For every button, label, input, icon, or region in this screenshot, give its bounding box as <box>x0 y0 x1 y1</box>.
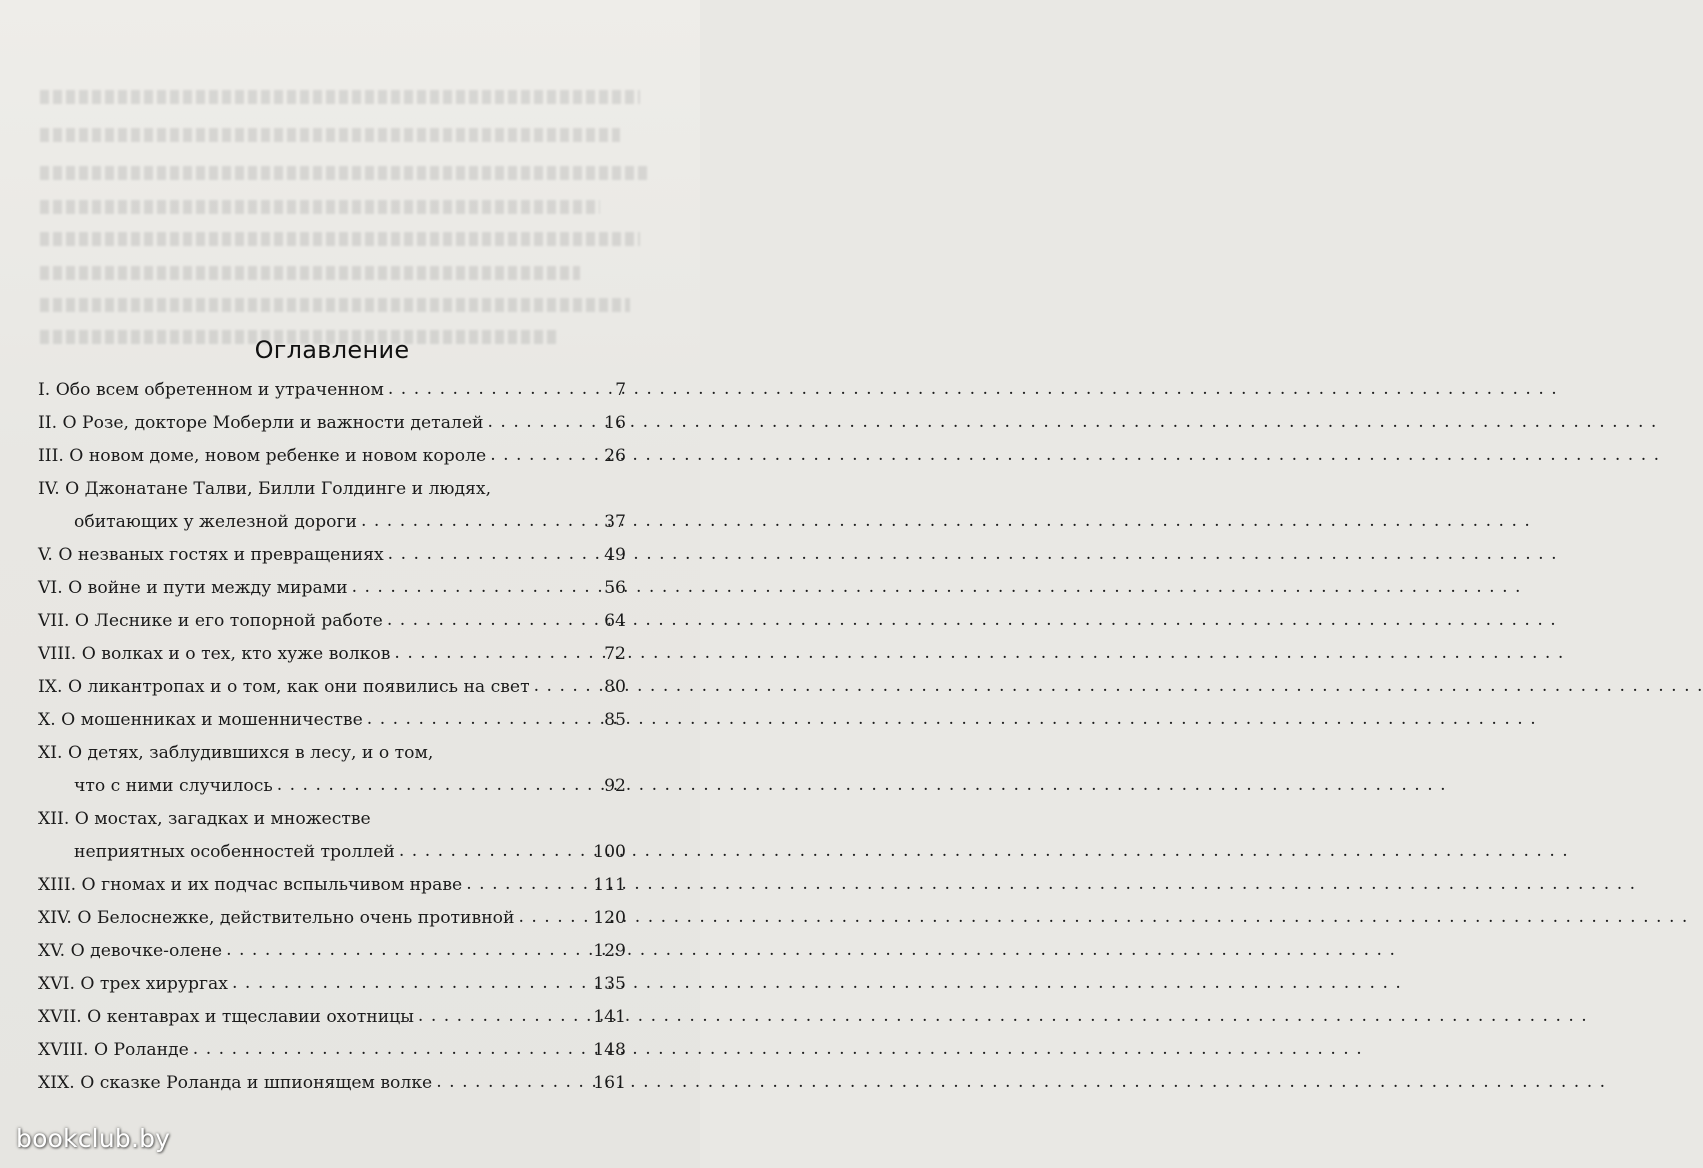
toc-entry-title: VII. О Леснике и его топорной работе <box>38 611 383 631</box>
toc-page-number: 72 <box>604 644 626 664</box>
toc-leader-dots <box>466 868 589 901</box>
toc-page-number: 129 <box>593 941 626 961</box>
toc-entry-line-last <box>38 572 626 605</box>
toc-entry <box>38 407 626 440</box>
toc-entry-title: XIX. О сказке Роланда и шпионящем волке <box>38 1073 433 1093</box>
toc-entry-title: VI. О войне и пути между мирами <box>38 578 348 598</box>
toc-entry <box>38 737 626 803</box>
toc-entry-title: XI. О детях, заблудившихся в лесу, и о том, <box>38 743 434 763</box>
toc-entry-title: I. Обо всем обретенном и утраченном <box>38 380 384 400</box>
toc-entry-title: XII. О мостах, загадках и множестве <box>38 809 371 829</box>
toc-entry <box>38 1001 626 1034</box>
toc-entry-line <box>38 737 626 770</box>
toc-entry-title: XVI. О трех хирургах <box>38 974 228 994</box>
toc-entry <box>38 869 626 902</box>
toc-entry-title: XVIII. О Роланде <box>38 1040 189 1060</box>
toc-entry-title: неприятных особенностей троллей <box>74 842 395 862</box>
toc-entry-title: II. О Розе, докторе Моберли и важности деталей <box>38 413 484 433</box>
toc-leader-dots <box>399 835 589 868</box>
toc-entry <box>38 902 626 935</box>
toc-entry <box>38 803 626 869</box>
toc-leader-dots <box>361 505 600 538</box>
toc-entry-line-last <box>38 671 626 704</box>
toc-leader-dots <box>388 538 600 571</box>
toc-leader-dots <box>436 1066 589 1099</box>
toc-page-number: 92 <box>604 776 626 796</box>
toc-page-number: 80 <box>604 677 626 697</box>
toc-entry <box>38 968 626 1001</box>
toc-leader-dots <box>394 637 600 670</box>
toc-entry-title: X. О мошенниках и мошенничестве <box>38 710 363 730</box>
toc-page-number: 56 <box>604 578 626 598</box>
toc-leader-dots <box>232 967 589 1000</box>
toc-entry <box>38 1067 626 1100</box>
toc-entry-line-last <box>38 506 626 539</box>
toc-entry-title: XIII. О гномах и их подчас вспыльчивом нраве <box>38 875 463 895</box>
toc-entry-line-last <box>38 770 626 803</box>
toc-entry <box>38 473 626 539</box>
toc-leader-dots <box>277 769 600 802</box>
toc-entry-title: что с ними случилось <box>74 776 273 796</box>
toc-entry-title: IX. О ликантропах и о том, как они появились на свет <box>38 677 530 697</box>
toc-leader-dots <box>352 571 601 604</box>
toc-entry-title: V. О незваных гостях и превращениях <box>38 545 384 565</box>
toc-entry <box>38 638 626 671</box>
toc-entry-line-last <box>38 605 626 638</box>
toc-entry <box>38 671 626 704</box>
toc-entry-title: обитающих у железной дороги <box>74 512 357 532</box>
toc-page-number: 64 <box>604 611 626 631</box>
toc-entry-title: IV. О Джонатане Талви, Билли Голдинге и людях, <box>38 479 492 499</box>
toc-entry <box>38 704 626 737</box>
toc-entry-line <box>38 803 626 836</box>
toc-entry-line-last <box>38 407 626 440</box>
toc-page-number: 148 <box>593 1040 626 1060</box>
toc-page-number: 7 <box>615 380 626 400</box>
toc-entry <box>38 1034 626 1067</box>
toc-leader-dots <box>387 604 600 637</box>
toc-page-number: 85 <box>604 710 626 730</box>
toc-leader-dots <box>193 1033 589 1066</box>
toc-title: Оглавление <box>254 336 410 364</box>
toc-entry-title: VIII. О волках и о тех, кто хуже волков <box>38 644 391 664</box>
toc-page-number: 100 <box>593 842 626 862</box>
toc-entry-line-last <box>38 1034 626 1067</box>
toc-entry <box>38 539 626 572</box>
toc-page-number: 141 <box>593 1007 626 1027</box>
toc-entry-title: XV. О девочке-олене <box>38 941 223 961</box>
book-page <box>0 0 700 1168</box>
toc-entry <box>38 440 626 473</box>
bleed-through-text <box>40 60 660 350</box>
toc-page-number: 161 <box>593 1073 626 1093</box>
toc-entry-line-last <box>38 935 626 968</box>
toc-page-number: 111 <box>593 875 626 895</box>
toc-entry-line-last <box>38 704 626 737</box>
toc-page-number: 16 <box>604 413 626 433</box>
toc-entry-line-last <box>38 869 626 902</box>
toc-entry-title: III. О новом доме, новом ребенке и новом короле <box>38 446 487 466</box>
toc-leader-dots <box>367 703 600 736</box>
toc-leader-dots <box>226 934 589 967</box>
toc-leader-dots <box>518 901 589 934</box>
toc-entry-line-last <box>38 539 626 572</box>
toc-leader-dots <box>418 1000 589 1033</box>
toc-page-number: 135 <box>593 974 626 994</box>
watermark-logo: bookclub.by <box>16 1124 171 1153</box>
toc-entry-line-last <box>38 1001 626 1034</box>
toc-entry-line-last <box>38 440 626 473</box>
toc-page-number: 26 <box>604 446 626 466</box>
toc-entry-line-last <box>38 1067 626 1100</box>
toc-entry-line-last <box>38 374 626 407</box>
toc-entry <box>38 935 626 968</box>
toc-entry-line-last <box>38 968 626 1001</box>
toc-entry-title: XIV. О Белоснежке, действительно очень противной <box>38 908 515 928</box>
toc-leader-dots <box>490 439 600 472</box>
toc-entry <box>38 605 626 638</box>
toc-entry-line-last <box>38 902 626 935</box>
toc-entry-line-last <box>38 638 626 671</box>
toc-leader-dots <box>487 406 600 439</box>
toc-entry-title: XVII. О кентаврах и тщеславии охотницы <box>38 1007 414 1027</box>
toc-leader-dots <box>388 373 611 406</box>
toc-entries <box>38 374 626 1100</box>
toc-entry-line-last <box>38 836 626 869</box>
toc-page-number: 49 <box>604 545 626 565</box>
toc-entry-line <box>38 473 626 506</box>
toc-page-number: 37 <box>604 512 626 532</box>
toc-leader-dots <box>534 670 601 703</box>
toc-entry <box>38 572 626 605</box>
toc-entry <box>38 374 626 407</box>
table-of-contents <box>38 336 626 1100</box>
toc-page-number: 120 <box>593 908 626 928</box>
